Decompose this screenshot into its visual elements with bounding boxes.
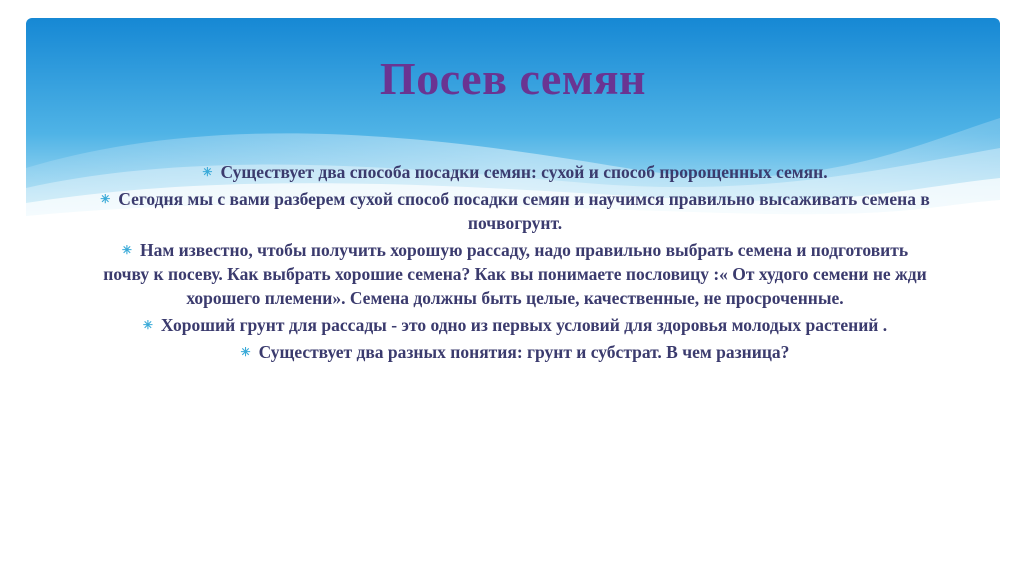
list-item [100,160,930,184]
list-item-text: Существует два способа посадки семян: сухой и способ пророщенных семян. [220,162,828,182]
bullet-icon: ✳ [100,192,111,206]
bullet-icon: ✳ [121,243,132,257]
list-item-text: Хороший грунт для рассады - это одно из первых условий для здоровья молодых растений . [160,315,888,335]
list-item-text: Нам известно, чтобы получить хорошую рассаду, надо правильно выбрать семена и подготовить почву к посеву. Как выбрать хорошие семена? Как вы понимаете пословицу :« От худого семени не жди хорошего племени». Семена должны быть целые, качественные, не просроченные. [103,240,927,308]
bullet-icon: ✳ [142,318,153,332]
slide-title: Посев семян [379,53,647,104]
list-item-text: Существует два разных понятия: грунт и субстрат. В чем разница? [258,342,790,362]
bullet-icon: ✳ [240,345,251,359]
list-item [100,238,930,310]
bullet-list [100,160,930,367]
list-item [100,187,930,235]
list-item [100,340,930,364]
bullet-icon: ✳ [202,165,213,179]
list-item [100,313,930,337]
list-item-text: Сегодня мы с вами разберем сухой способ посадки семян и научимся правильно высаживать семена в почвогрунт. [118,189,930,233]
